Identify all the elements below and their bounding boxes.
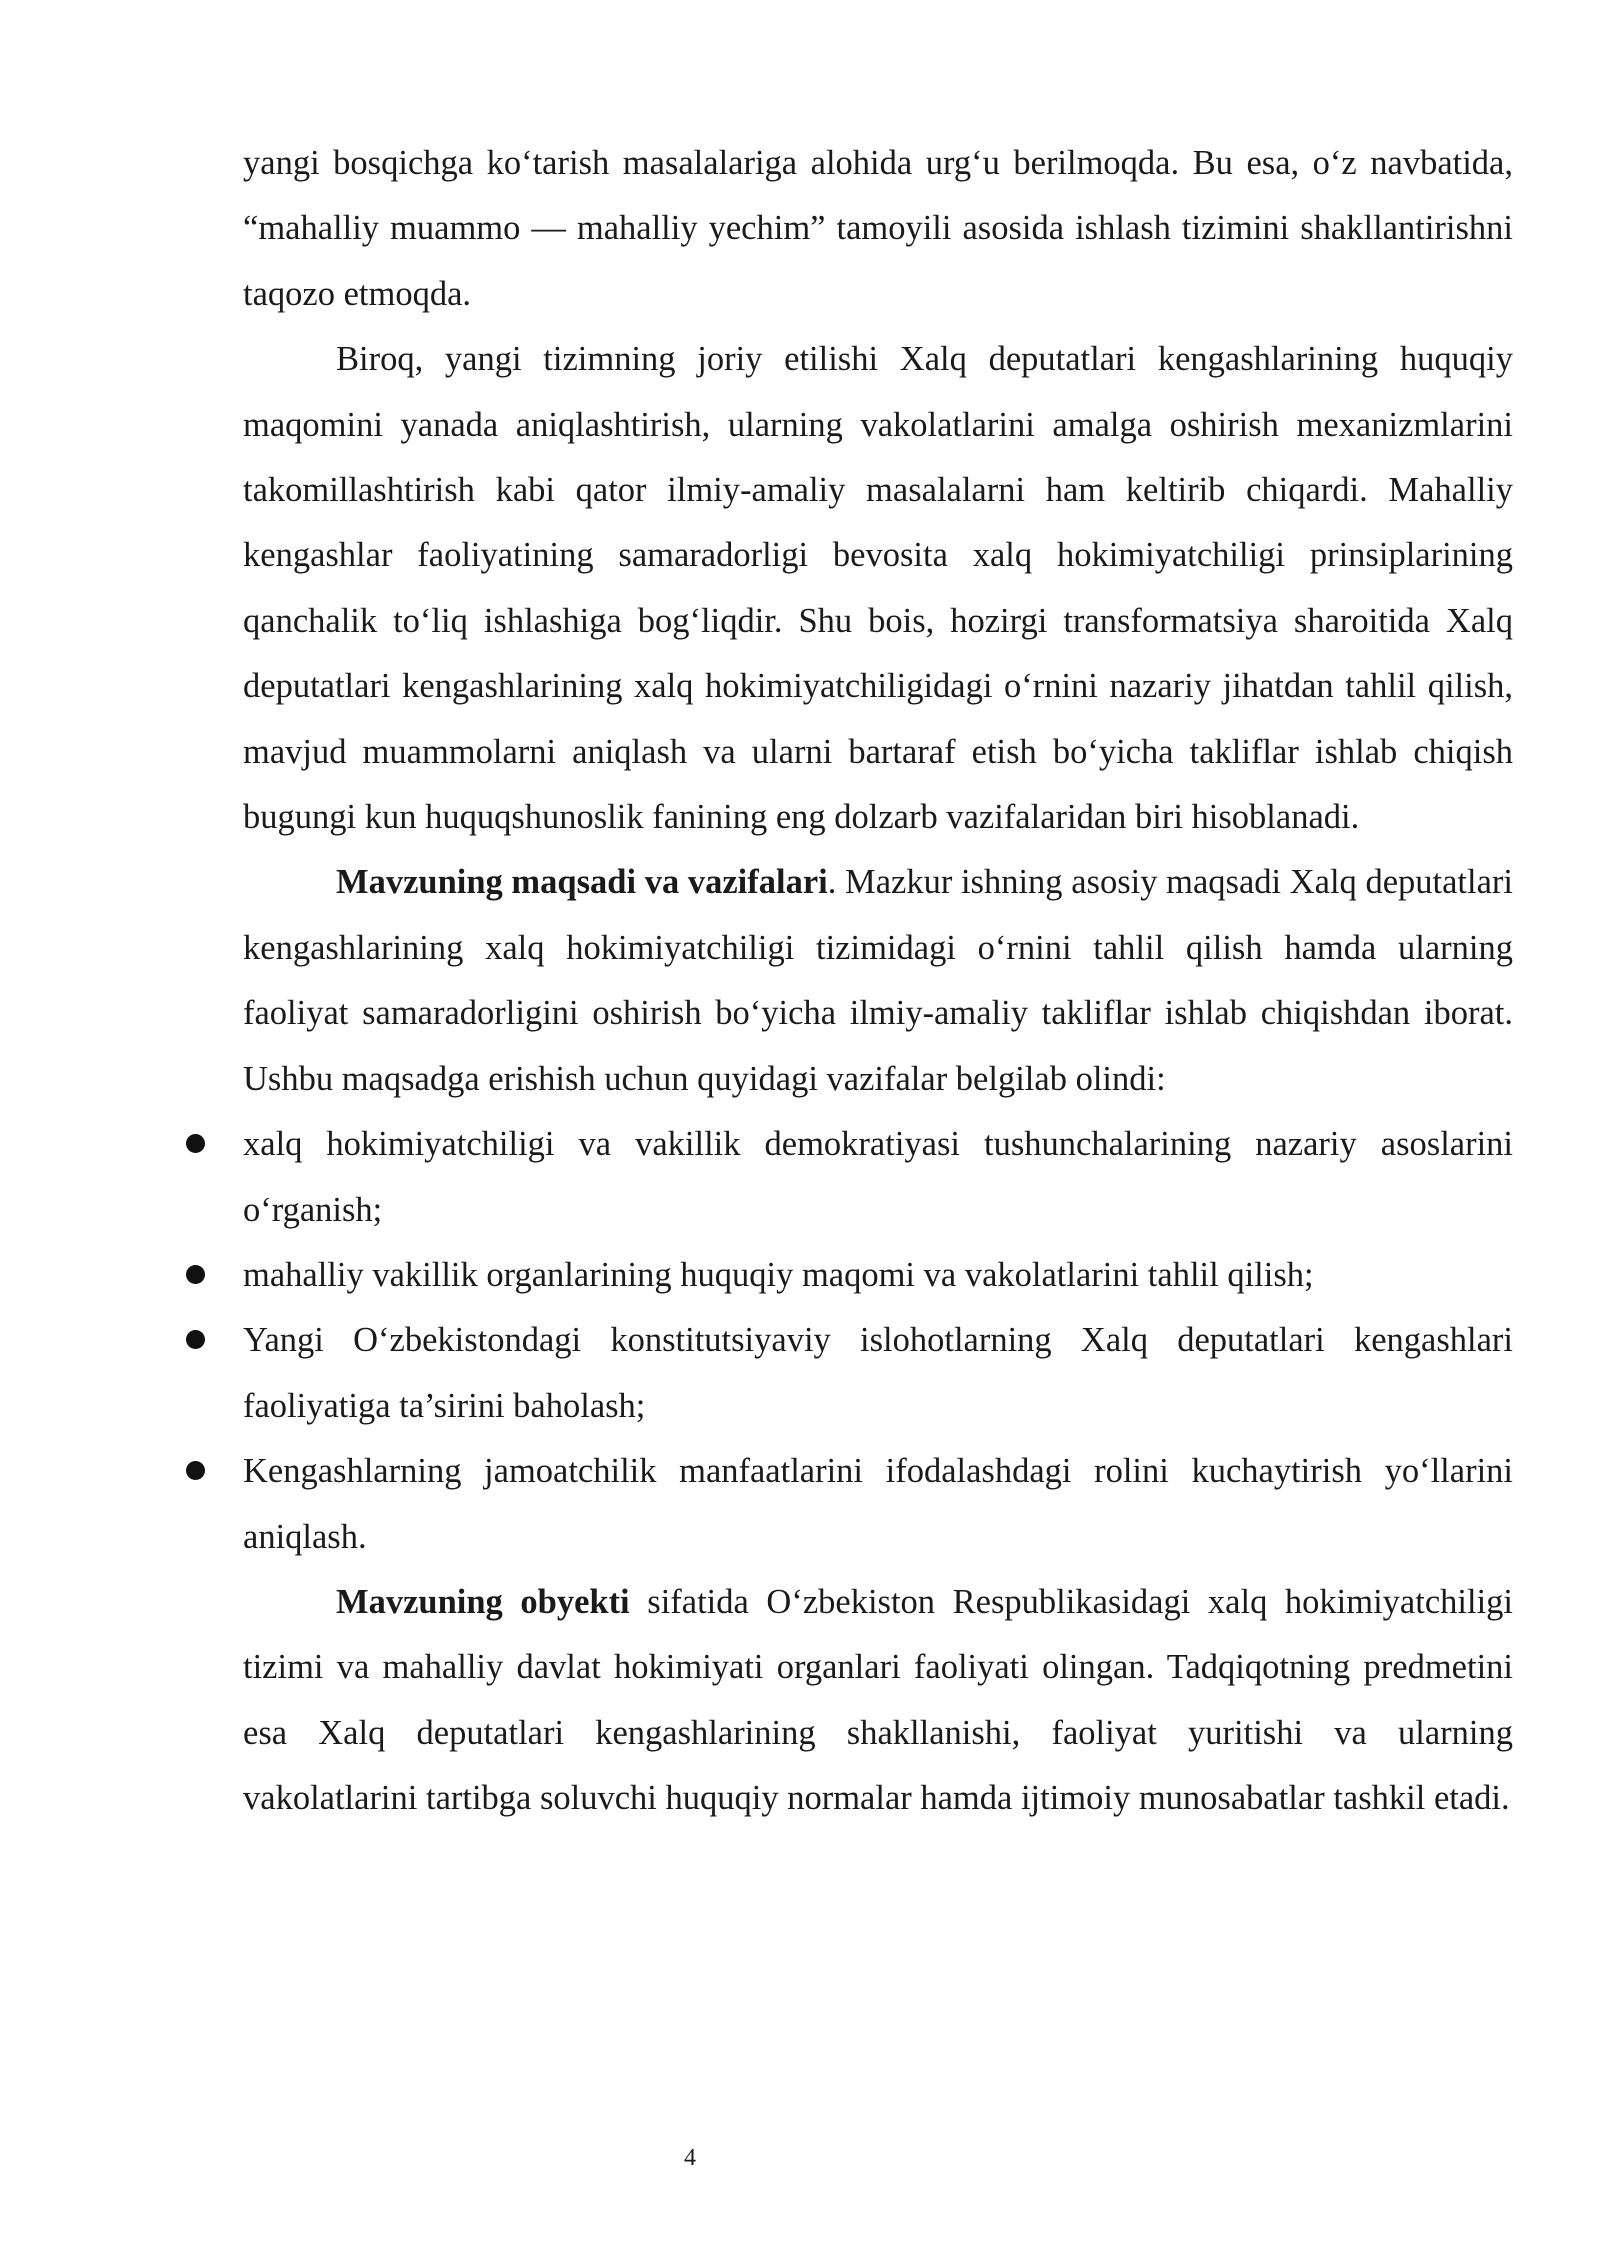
paragraph-intro: yangi bosqichga ko‘tarish masalalariga alohida urg‘u berilmoqda. Bu esa, o‘z navbatida, “mahalliy muammo — mahalliy yechim” tamoyili asosida ishlash tizimini shakllantirishni taqozo etmoqda. <box>243 144 1513 313</box>
paragraph-obyekt <box>243 1570 1513 1832</box>
list-item-text: Yangi O‘zbekistondagi konstitutsiyaviy islohotlarning Xalq deputatlari kengashlari faoliyatiga ta’sirini baholash; <box>243 1321 1513 1425</box>
list-item-text: mahalliy vakillik organlarining huquqiy maqomi va vakolatlarini tahlil qilish; <box>243 1255 1314 1294</box>
page-number: 4 <box>684 2145 696 2171</box>
bullet-icon <box>186 1134 205 1153</box>
list-item <box>243 1439 1513 1570</box>
list-item-text: Kengashlarning jamoatchilik manfaatlarini ifodalashdagi rolini kuchaytirish yo‘llarini aniqlash. <box>243 1452 1513 1556</box>
paragraph-maqsad-text: . Mazkur ishning asosiy maqsadi Xalq deputatlari kengashlarining xalq hokimiyatchiligi tizimidagi o‘rnini tahlil qilish hamda ularning faoliyat samaradorligini oshirish bo‘yicha ilmiy-amaliy takliflar ishlab chiqishdan iborat. Ushbu maqsadga erishish uchun quyidagi vazifalar belgilab olindi: <box>243 863 1513 1098</box>
list-item <box>243 1308 1513 1439</box>
bullet-icon <box>186 1461 205 1480</box>
paragraph-obyekt-text: sifatida O‘zbekiston Respublikasidagi xalq hokimiyatchiligi tizimi va mahalliy davlat hokimiyati organlari faoliyati olingan. Tadqiqotning predmetini esa Xalq deputatlari kengashlarining shakllanishi, faoliyat yuritishi va ularning vakolatlarini tartibga soluvchi huquqiy normalar hamda ijtimoiy munosabatlar tashkil etadi. <box>243 1582 1513 1818</box>
list-item <box>243 1112 1513 1243</box>
bullet-icon <box>186 1265 205 1284</box>
bullet-icon <box>186 1330 205 1349</box>
list-item-text: xalq hokimiyatchiligi va vakillik demokratiyasi tushunchalarining nazariy asoslarini o‘rganish; <box>243 1125 1513 1229</box>
paragraph-maqsad <box>243 850 1513 1112</box>
heading-maqsad: Mavzuning maqsadi va vazifalari <box>336 863 828 902</box>
task-list <box>243 1112 1513 1570</box>
list-item <box>243 1243 1513 1308</box>
paragraph-biroq: Biroq, yangi tizimning joriy etilishi Xalq deputatlari kengashlarining huquqiy maqomini yanada aniqlashtirish, ularning vakolatlarini amalga oshirish mexanizmlarini takomillashtirish kabi qator ilmiy-amaliy masalalarni ham keltirib chiqardi. Mahalliy kengashlar faoliyatining samaradorligi bevosita xalq hokimiyatchiligi prinsiplarining qanchalik to‘liq ishlashiga bog‘liqdir. Shu bois, hozirgi transformatsiya sharoitida Xalq deputatlari kengashlarining xalq hokimiyatchiligidagi o‘rnini nazariy jihatdan tahlil qilish, mavjud muammolarni aniqlash va ularni bartaraf etish bo‘yicha takliflar ishlab chiqish bugungi kun huquqshunoslik fanining eng dolzarb vazifalaridan biri hisoblanadi. <box>243 340 1513 837</box>
document-page <box>243 131 1513 1832</box>
heading-obyekt: Mavzuning obyekti <box>336 1582 630 1621</box>
